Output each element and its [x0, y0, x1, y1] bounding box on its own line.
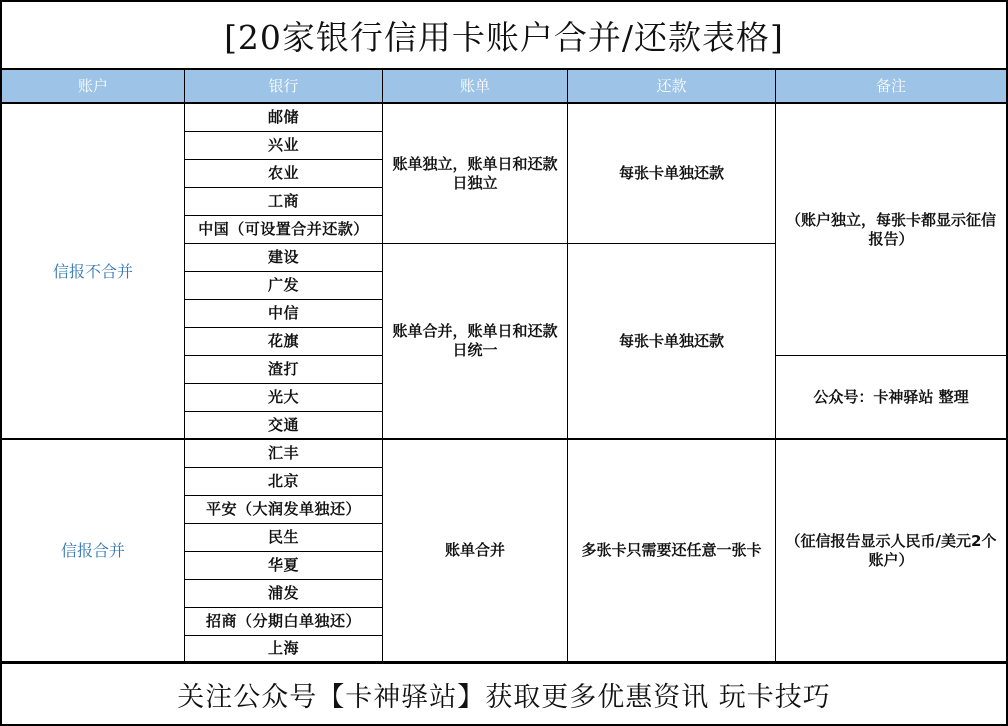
remark-cell: （征信报告显示人民币/美元2个账户） [776, 440, 1008, 662]
bank-cell: 农业 [185, 160, 383, 188]
bank-cell: 汇丰 [185, 440, 383, 468]
bank-cell: 建设 [185, 244, 383, 272]
bank-cell: 花旗 [185, 328, 383, 356]
bank-cell: 广发 [185, 272, 383, 300]
bank-cell: 中国（可设置合并还款） [185, 216, 383, 244]
repayment-cell: 每张卡单独还款 [568, 104, 776, 244]
bank-cell: 中信 [185, 300, 383, 328]
bank-cell: 上海 [185, 636, 383, 662]
bank-cell: 华夏 [185, 552, 383, 580]
account-cell-merged: 信报合并 [0, 440, 185, 662]
bank-cell: 民生 [185, 524, 383, 552]
account-cell-not-merged: 信报不合并 [0, 104, 185, 440]
remark-cell: （账户独立，每张卡都显示征信报告） [776, 104, 1008, 356]
bank-cell: 交通 [185, 412, 383, 440]
page-title: [20家银行信用卡账户合并/还款表格] [0, 0, 1008, 70]
bill-cell: 账单合并，账单日和还款日统一 [383, 244, 568, 440]
bank-cell: 工商 [185, 188, 383, 216]
bank-cell: 浦发 [185, 580, 383, 608]
bank-cell: 邮储 [185, 104, 383, 132]
repayment-cell: 多张卡只需要还任意一张卡 [568, 440, 776, 662]
bill-cell: 账单独立，账单日和还款日独立 [383, 104, 568, 244]
repayment-cell: 每张卡单独还款 [568, 244, 776, 440]
column-header-remark: 备注 [776, 70, 1008, 104]
bank-cell: 兴业 [185, 132, 383, 160]
column-header-bank: 银行 [185, 70, 383, 104]
bank-cell: 光大 [185, 384, 383, 412]
bank-cell: 招商（分期白单独还） [185, 608, 383, 636]
remark-cell: 公众号：卡神驿站 整理 [776, 356, 1008, 440]
bill-cell: 账单合并 [383, 440, 568, 662]
bank-cell: 平安（大润发单独还） [185, 496, 383, 524]
column-header-account: 账户 [0, 70, 185, 104]
column-header-repayment: 还款 [568, 70, 776, 104]
footer-banner: 关注公众号【卡神驿站】获取更多优惠资讯 玩卡技巧 [0, 662, 1008, 726]
bank-cell: 渣打 [185, 356, 383, 384]
column-header-bill: 账单 [383, 70, 568, 104]
bank-cell: 北京 [185, 468, 383, 496]
